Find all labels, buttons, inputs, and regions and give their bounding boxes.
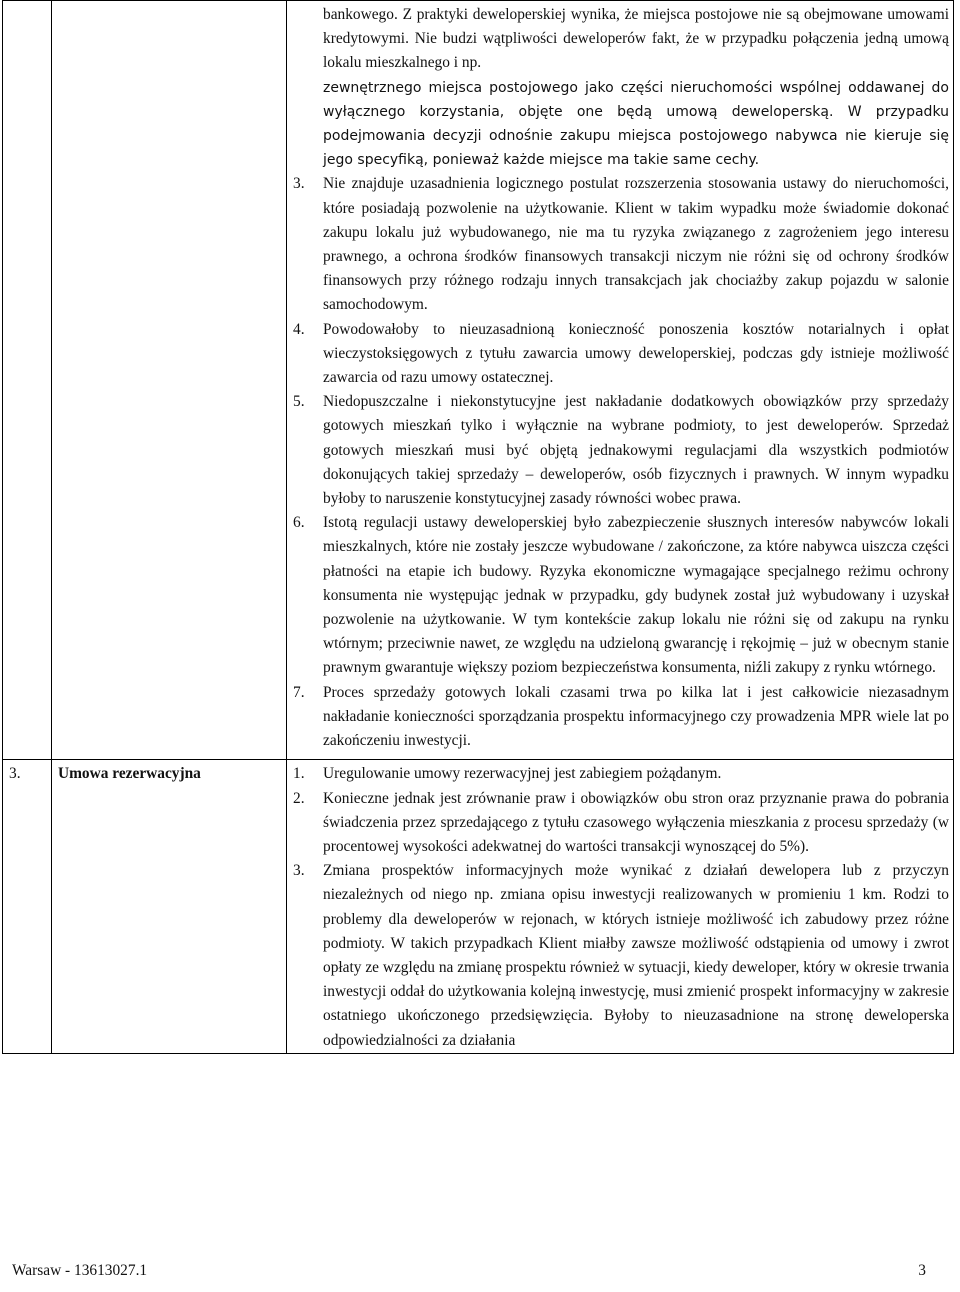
list-number: 6.	[293, 514, 305, 532]
list-text: Powodowałoby to nieuzasadnioną konieczność ponoszenia kosztów notarialnych i opłat wieczystoksięgowych z tytułu zawarcia umowy deweloperskiej, podczas gdy istnieje możliwość zawarcia od razu umowy ostatecznej.	[323, 320, 949, 387]
list-number: 2.	[293, 789, 305, 807]
list-number: 5.	[293, 393, 305, 411]
list-number: 1.	[293, 765, 305, 783]
footer-document-id: Warsaw - 13613027.1	[12, 1262, 148, 1279]
list-number: 3.	[293, 175, 305, 193]
list-item	[293, 390, 949, 511]
topic-cell	[52, 760, 287, 1053]
continuation-paragraph-serif: bankowego. Z praktyki deweloperskiej wynika, że miejsca postojowe nie są obejmowane umowami kredytowymi. Nie budzi wątpliwości deweloperów fakt, że w przypadku połączenia jedną umową lokalu mieszkalnego i np.	[323, 6, 949, 72]
list-item	[293, 318, 949, 391]
list-number: 3.	[293, 862, 305, 880]
row-number-cell	[3, 1, 52, 760]
list-text: Niedopuszczalne i niekonstytucyjne jest nakładanie dodatkowych obowiązków przy sprzedaży gotowych mieszkań tylko i wyłącznie na wybrane podmioty, to jest deweloperów. Sprzedaż gotowych mieszkań musi być objętą jednakowymi regulacjami dla wszystkich podmiotów dokonujących takiej sprzedaży – deweloperów, osób fizycznych i prawnych. W innym wypadku byłoby to naruszenie konstytucyjnej zasady równości wobec prawa.	[323, 393, 949, 508]
list-text: Istotą regulacji ustawy deweloperskiej było zabezpieczenie słusznych interesów nabywców lokali mieszkalnych, które nie zostały jeszcze wybudowane / zakończone, za które nabywca uiszcza części płatności na etapie ich budowy. Ryzyka ekonomiczne wymagające specjalnego reżimu ochrony konsumenta nie występując jednak w przypadku, gdy budynek został już wybudowany i uzyskał pozwolenie na użytkowanie. W tym kontekście zakup lokalu nie różni się od zakupu na rynku wtórnym; przeciwnie nawet, ze względu na udzieloną gwarancję i rękojmię – już w obecnym stanie prawnym gwarantuje większy poziom bezpieczeństwa konsumenta, niźli zakupy z rynku wtórnego.	[323, 514, 949, 677]
topic-cell	[52, 1, 287, 760]
list-text: Nie znajduje uzasadnienia logicznego postulat rozszerzenia stosowania ustawy do nieruchomości, które posiadają pozwolenie na użytkowanie. Klient w takim wypadku może świadomie dokonać zakupu lokalu już wybudowanego, nie ma tu ryzyka związanego z zagrożeniem jego interesu prawnego, a ochrona środków finansowych transakcji niczym nie różni się od ochrony środków finansowych przy różnego rodzaju innych transakcjach jak chociażby zakup pojazdu w salonie samochodowym.	[323, 175, 949, 314]
row-number-cell	[3, 760, 52, 1053]
list-text: Uregulowanie umowy rezerwacyjnej jest zabiegiem pożądanym.	[323, 765, 722, 783]
list-item	[293, 511, 949, 680]
comment-cell	[287, 1, 954, 760]
list-number: 4.	[293, 320, 305, 338]
list-text: Konieczne jednak jest zrównanie praw i obowiązków obu stron oraz przyznanie prawa do pobrania świadczenia przez sprzedającego z tytułu czasowego wyłączenia mieszkania z procesu sprzedaży (w procentowej wysokości adekwatnej do wartości transakcji wynoszącej do 5%).	[323, 789, 949, 855]
table-row-continuation	[3, 1, 954, 760]
comment-cell	[287, 760, 954, 1053]
list-item	[293, 172, 949, 317]
continuation-paragraph-sans: zewnętrznego miejsca postojowego jako części nieruchomości wspólnej oddawanej do wyłącznego korzystania, objęte one będą umową deweloperską. W przypadku podejmowania decyzji odnośnie zakupu miejsca postojowego nabywca nie kieruje się jego specyfiką, ponieważ każde miejsce ma takie same cechy.	[323, 79, 949, 169]
list-text: Zmiana prospektów informacyjnych może wynikać z działań dewelopera lub z przyczyn niezależnych od niego np. zmiana opisu inwestycji realizowanych w promieniu 1 km. Rodzi to problemy dla deweloperów w rejonach, w których istnieje możliwość ich zabudowy przez różne podmioty. W takich przypadkach Klient miałby zawsze możliwość odstąpienia od umowy i zwrot opłaty ze względu na zmianę prospektu również w sytuacji, kiedy deweloper, który w okresie trwania inwestycji oddał do użytkowania kolejną inwestycję, musi zmienić prospekt informacyjny w zakresie ostatniego ukończonego przedsięwzięcia. Byłoby to nieuzasadnione na stronę deweloperska odpowiedzialności za działania	[323, 862, 949, 1049]
table-row-reservation	[3, 760, 954, 1053]
comments-table	[2, 0, 954, 1054]
list-item	[287, 762, 949, 786]
list-text: Proces sprzedaży gotowych lokali czasami trwa po kilka lat i jest całkowicie niezasadnym nakładanie konieczności sporządzania prospektu informacyjnego czy prowadzenia MPR wiele lat po zakończeniu inwestycji.	[323, 683, 949, 750]
list-item	[287, 859, 949, 1053]
topic-title: Umowa rezerwacyjna	[58, 765, 201, 783]
comment-list	[287, 762, 949, 1052]
list-item	[293, 681, 949, 754]
list-item	[287, 787, 949, 860]
list-number: 7.	[293, 683, 305, 701]
footer-page-number: 3	[918, 1262, 926, 1279]
comment-list	[293, 172, 949, 753]
row-number: 3.	[9, 765, 21, 783]
